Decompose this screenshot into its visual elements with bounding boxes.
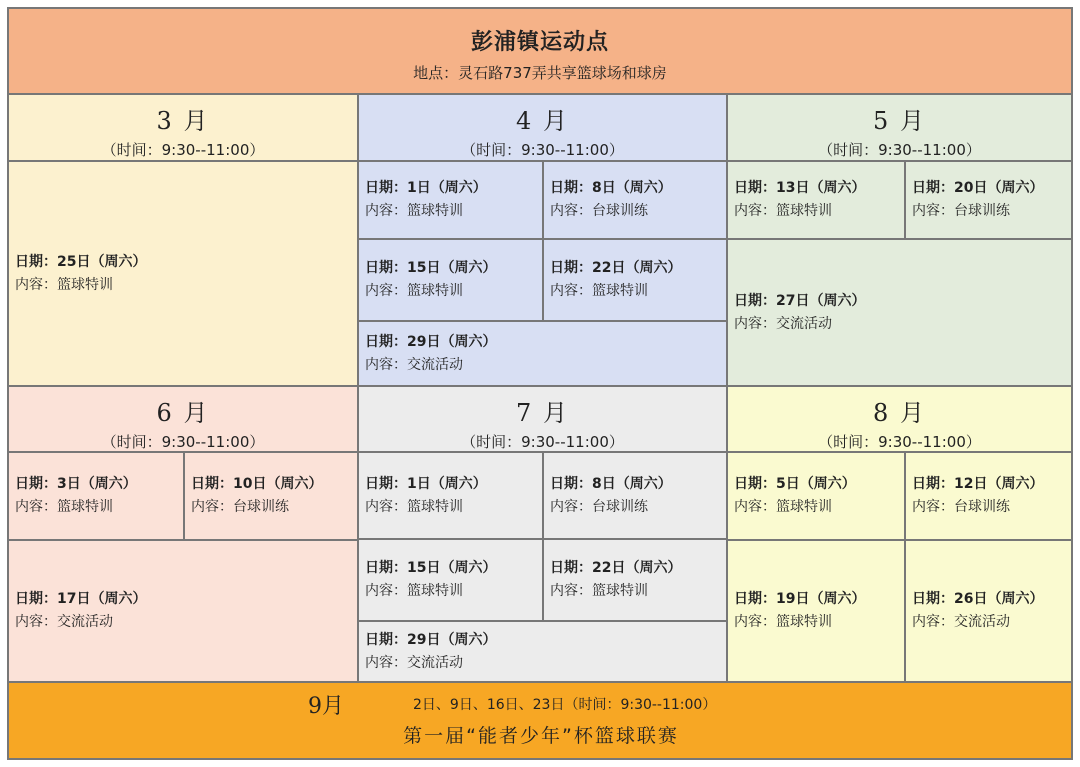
date-label: 日期： bbox=[365, 333, 407, 350]
date-label: 日期： bbox=[15, 591, 57, 607]
session-cell bbox=[727, 161, 905, 239]
month-time: （时间：9:30--11:00） bbox=[818, 141, 981, 159]
session-date: 22日（周六） bbox=[592, 560, 682, 576]
content-label: 内容： bbox=[191, 499, 233, 515]
session-date: 8日（周六） bbox=[592, 475, 672, 492]
session-date: 13日（周六） bbox=[776, 180, 866, 196]
content-label: 内容： bbox=[550, 283, 592, 299]
date-label: 日期： bbox=[365, 560, 407, 576]
month-name: 7 月 bbox=[516, 399, 569, 427]
month-name: 6 月 bbox=[156, 399, 210, 427]
session-cell bbox=[727, 540, 905, 682]
session-cell bbox=[543, 239, 727, 321]
month-header-may bbox=[727, 94, 1072, 161]
session-content: 台球训练 bbox=[954, 203, 1010, 219]
session-content: 台球训练 bbox=[592, 498, 648, 515]
session-date: 22日（周六） bbox=[592, 260, 682, 276]
session-date: 8日（周六） bbox=[592, 180, 672, 196]
session-cell bbox=[358, 621, 727, 682]
month-name: 5 月 bbox=[873, 107, 926, 135]
page-title: 彭浦镇运动点 bbox=[470, 29, 609, 55]
session-cell bbox=[358, 539, 543, 621]
session-content: 篮球特训 bbox=[57, 499, 113, 515]
session-content: 篮球特训 bbox=[776, 614, 832, 630]
month-header-aug bbox=[727, 386, 1072, 452]
session-date: 10日（周六） bbox=[233, 476, 323, 492]
session-content: 台球训练 bbox=[233, 499, 289, 515]
session-cell bbox=[8, 161, 358, 386]
session-date: 17日（周六） bbox=[57, 591, 147, 607]
content-label: 内容： bbox=[734, 614, 776, 630]
session-content: 篮球特训 bbox=[407, 498, 463, 515]
session-content: 台球训练 bbox=[592, 203, 648, 219]
session-content: 篮球特训 bbox=[592, 583, 648, 599]
content-label: 内容： bbox=[550, 498, 592, 515]
date-label: 日期： bbox=[912, 180, 954, 196]
session-content: 篮球特训 bbox=[776, 499, 832, 515]
month-name: 8 月 bbox=[873, 399, 926, 427]
date-label: 日期： bbox=[365, 180, 407, 196]
session-cell bbox=[543, 539, 727, 621]
content-label: 内容： bbox=[734, 315, 776, 332]
content-label: 内容： bbox=[734, 203, 776, 219]
session-content: 篮球特训 bbox=[407, 203, 463, 219]
date-label: 日期： bbox=[191, 476, 233, 492]
content-label: 内容： bbox=[365, 203, 407, 219]
session-date: 12日（周六） bbox=[954, 476, 1044, 492]
session-cell bbox=[543, 161, 727, 239]
date-label: 日期： bbox=[365, 475, 407, 492]
session-content: 篮球特训 bbox=[592, 283, 648, 299]
session-cell bbox=[8, 452, 184, 540]
session-cell bbox=[184, 452, 358, 540]
month-time: （时间：9:30--11:00） bbox=[101, 141, 265, 159]
content-label: 内容： bbox=[365, 654, 407, 671]
content-label: 内容： bbox=[550, 203, 592, 219]
month-header-jun bbox=[8, 386, 358, 452]
session-date: 19日（周六） bbox=[776, 591, 866, 607]
date-label: 日期： bbox=[734, 591, 776, 607]
session-cell bbox=[358, 321, 727, 386]
date-label: 日期： bbox=[734, 476, 776, 492]
schedule-sheet bbox=[7, 7, 1073, 760]
content-label: 内容： bbox=[15, 614, 57, 630]
session-date: 1日（周六） bbox=[407, 180, 487, 196]
date-label: 日期： bbox=[550, 180, 592, 196]
month-header-mar bbox=[8, 94, 358, 161]
session-date: 29日（周六） bbox=[407, 333, 497, 350]
session-date: 25日（周六） bbox=[57, 253, 147, 270]
session-date: 3日（周六） bbox=[57, 476, 137, 492]
session-date: 15日（周六） bbox=[407, 560, 497, 576]
session-date: 5日（周六） bbox=[776, 476, 856, 492]
session-content: 交流活动 bbox=[57, 614, 113, 630]
date-label: 日期： bbox=[365, 260, 407, 276]
content-label: 内容： bbox=[912, 203, 954, 219]
session-cell bbox=[727, 452, 905, 540]
content-label: 内容： bbox=[15, 499, 57, 515]
session-content: 篮球特训 bbox=[57, 276, 113, 293]
month-time: （时间：9:30--11:00） bbox=[818, 433, 981, 451]
date-label: 日期： bbox=[550, 260, 592, 276]
month-header-apr bbox=[358, 94, 727, 161]
session-content: 台球训练 bbox=[954, 499, 1010, 515]
session-content: 交流活动 bbox=[407, 356, 463, 373]
content-label: 内容： bbox=[365, 583, 407, 599]
session-date: 29日（周六） bbox=[407, 631, 497, 648]
content-label: 内容： bbox=[912, 614, 954, 630]
date-label: 日期： bbox=[365, 631, 407, 648]
session-cell bbox=[905, 161, 1072, 239]
session-content: 交流活动 bbox=[954, 614, 1010, 630]
session-content: 篮球特训 bbox=[407, 283, 463, 299]
content-label: 内容： bbox=[912, 499, 954, 515]
session-date: 27日（周六） bbox=[776, 292, 866, 309]
date-label: 日期： bbox=[550, 560, 592, 576]
session-date: 26日（周六） bbox=[954, 591, 1044, 607]
content-label: 内容： bbox=[365, 356, 407, 373]
session-content: 交流活动 bbox=[776, 315, 832, 332]
date-label: 日期： bbox=[15, 253, 57, 270]
session-date: 15日（周六） bbox=[407, 260, 497, 276]
date-label: 日期： bbox=[912, 591, 954, 607]
session-content: 篮球特训 bbox=[407, 583, 463, 599]
month-time: （时间：9:30--11:00） bbox=[101, 433, 265, 451]
month-time: （时间：9:30--11:00） bbox=[461, 433, 624, 451]
session-cell bbox=[543, 452, 727, 539]
footer-event: 第一届“能者少年”杯篮球联赛 bbox=[403, 725, 679, 747]
footer-dates: 2日、9日、16日、23日（时间：9:30--11:00） bbox=[413, 697, 717, 713]
content-label: 内容： bbox=[550, 583, 592, 599]
session-cell bbox=[8, 540, 358, 682]
session-cell bbox=[358, 161, 543, 239]
date-label: 日期： bbox=[550, 475, 592, 492]
month-name: 3 月 bbox=[156, 107, 210, 135]
month-name: 4 月 bbox=[516, 107, 569, 135]
session-cell bbox=[358, 452, 543, 539]
month-time: （时间：9:30--11:00） bbox=[461, 141, 624, 159]
session-cell bbox=[727, 239, 1072, 386]
session-content: 篮球特训 bbox=[776, 203, 832, 219]
schedule-header bbox=[8, 8, 1072, 94]
session-cell bbox=[358, 239, 543, 321]
session-date: 20日（周六） bbox=[954, 180, 1044, 196]
footer-month: 9月 bbox=[308, 694, 344, 719]
content-label: 内容： bbox=[365, 498, 407, 515]
content-label: 内容： bbox=[734, 499, 776, 515]
date-label: 日期： bbox=[734, 292, 776, 309]
date-label: 日期： bbox=[912, 476, 954, 492]
month-header-jul bbox=[358, 386, 727, 452]
location-text: 地点：灵石路737弄共享篮球场和球房 bbox=[413, 64, 667, 82]
content-label: 内容： bbox=[15, 276, 57, 293]
content-label: 内容： bbox=[365, 283, 407, 299]
session-cell bbox=[905, 540, 1072, 682]
date-label: 日期： bbox=[15, 476, 57, 492]
session-content: 交流活动 bbox=[407, 654, 463, 671]
session-cell bbox=[905, 452, 1072, 540]
date-label: 日期： bbox=[734, 180, 776, 196]
september-banner bbox=[8, 682, 1072, 759]
session-date: 1日（周六） bbox=[407, 475, 487, 492]
